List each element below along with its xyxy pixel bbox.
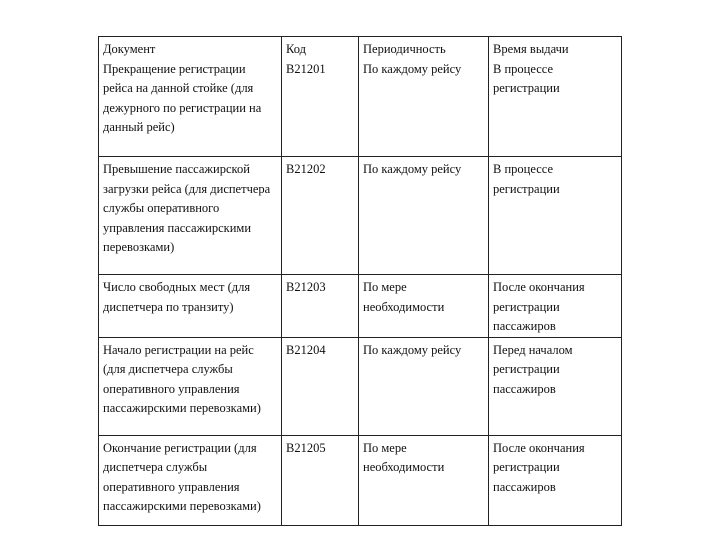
- code-cell: [282, 435, 359, 525]
- document-cell: [99, 337, 282, 435]
- periodicity-cell: [359, 157, 489, 275]
- issue-time-cell: [489, 157, 622, 275]
- document-name: Прекращение регистрации рейса на данной стойке (для дежурного по регистрации на данный рейс): [103, 61, 262, 134]
- periodicity-cell: [359, 37, 489, 157]
- document-name: Число свободных мест (для диспетчера по транзиту): [103, 280, 251, 314]
- periodicity-value: По мере необходимости: [363, 440, 445, 474]
- periodicity-value: По каждому рейсу: [363, 61, 462, 76]
- issue-time-value: Перед началом регистрации пассажиров: [493, 342, 573, 396]
- issue-time-cell: [489, 275, 622, 338]
- document-code: В21202: [286, 162, 326, 176]
- document-code: В21203: [286, 280, 326, 294]
- periodicity-cell: [359, 337, 489, 435]
- issue-time-value: После окончания регистрации пассажиров: [493, 280, 585, 333]
- document-cell: [99, 435, 282, 525]
- issue-time-cell: [489, 337, 622, 435]
- document-cell: [99, 275, 282, 338]
- document-name: Превышение пассажирской загрузки рейса (для диспетчера службы оперативного управления пассажирскими перевозками): [103, 162, 271, 254]
- header-issue-time: Время выдачи: [493, 42, 569, 56]
- table-row: [99, 157, 622, 275]
- issue-time-value: В процессе регистрации: [493, 162, 560, 196]
- document-cell: [99, 37, 282, 157]
- table-row: [99, 337, 622, 435]
- table-row: [99, 37, 622, 157]
- table-row: [99, 435, 622, 525]
- document-code: В21201: [286, 61, 326, 76]
- header-periodicity: Периодичность: [363, 42, 446, 56]
- periodicity-value: По мере необходимости: [363, 280, 445, 314]
- issue-time-value: В процессе регистрации: [493, 61, 560, 95]
- document-code: В21204: [286, 342, 326, 357]
- issue-time-value: После окончания регистрации пассажиров: [493, 440, 585, 494]
- periodicity-value: По каждому рейсу: [363, 162, 462, 176]
- table-row: [99, 275, 622, 338]
- code-cell: [282, 37, 359, 157]
- periodicity-cell: [359, 435, 489, 525]
- document-name: Начало регистрации на рейс (для диспетчера службы оперативного управления пассажирскими перевозками): [103, 342, 261, 415]
- header-code: Код: [286, 42, 306, 56]
- code-cell: [282, 275, 359, 338]
- issue-time-cell: [489, 37, 622, 157]
- document-codes-table: [98, 36, 622, 526]
- document-cell: [99, 157, 282, 275]
- header-document: Документ: [103, 42, 156, 56]
- periodicity-cell: [359, 275, 489, 338]
- issue-time-cell: [489, 435, 622, 525]
- document-name: Окончание регистрации (для диспетчера службы оперативного управления пассажирскими перевозками): [103, 440, 261, 513]
- periodicity-value: По каждому рейсу: [363, 342, 462, 357]
- code-cell: [282, 157, 359, 275]
- document-code: В21205: [286, 440, 326, 455]
- code-cell: [282, 337, 359, 435]
